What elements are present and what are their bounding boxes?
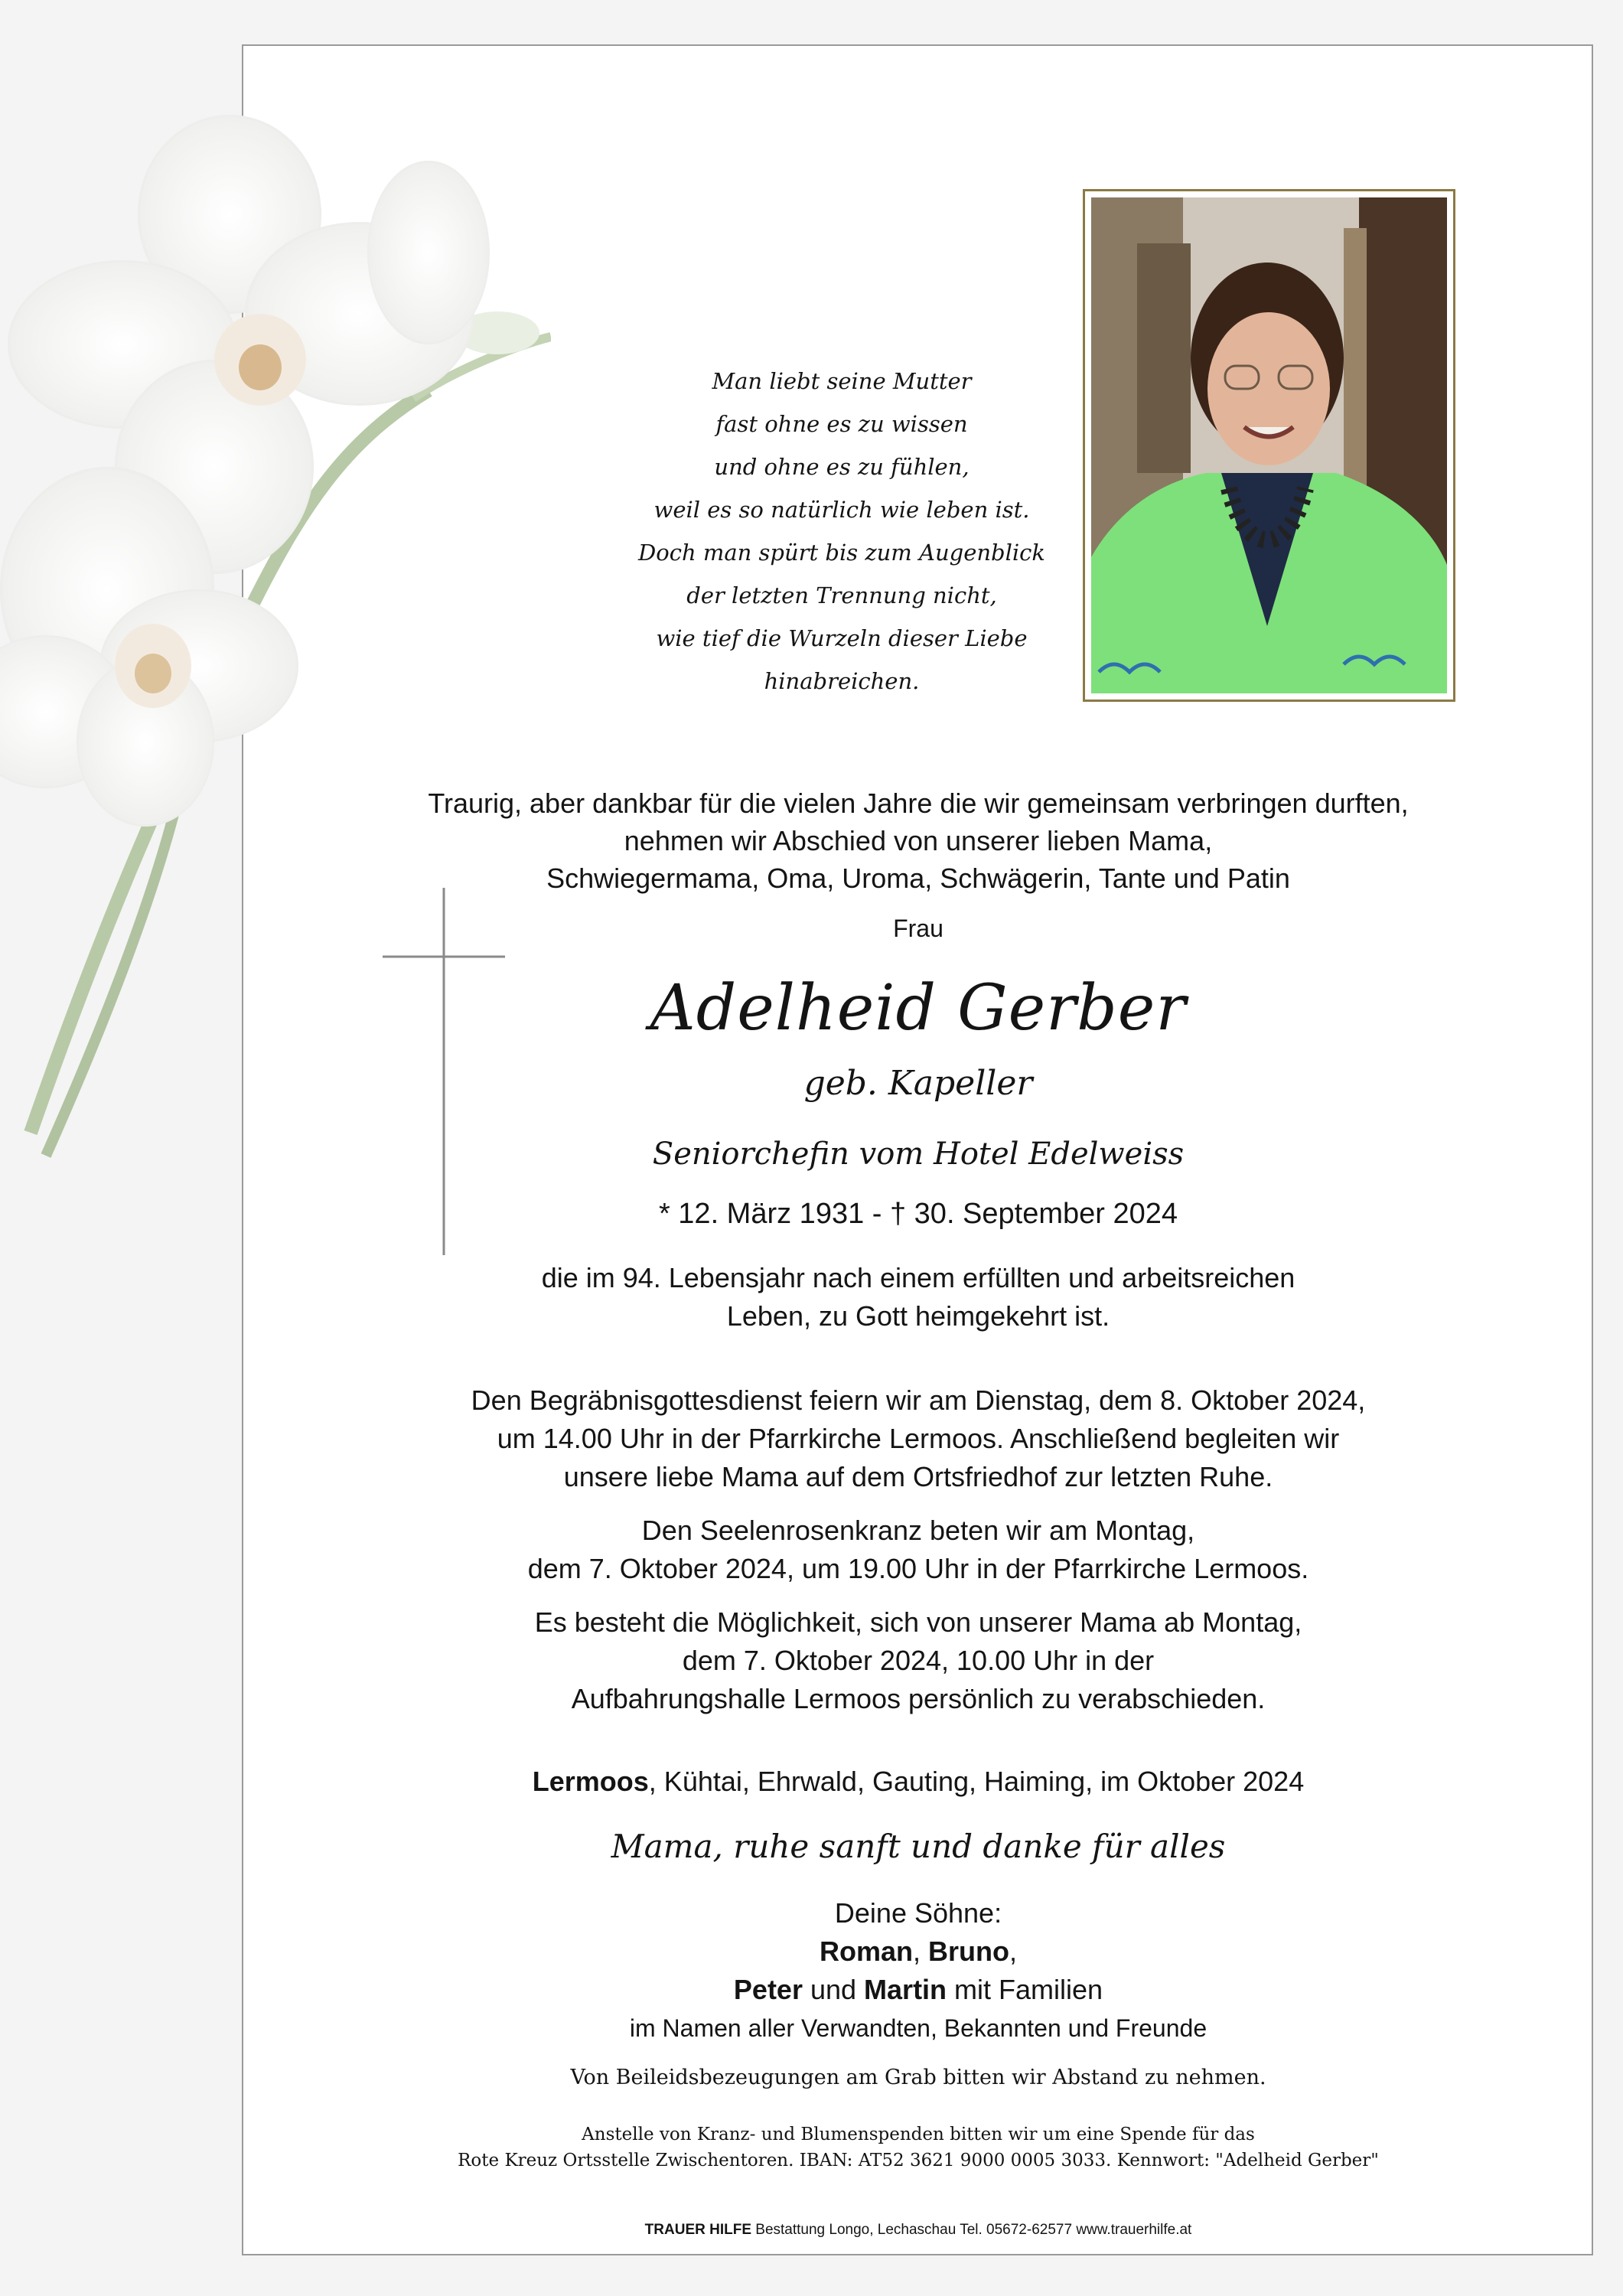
son-name: Bruno (928, 1936, 1009, 1967)
footer (291, 2222, 1546, 2239)
donation-line: Anstelle von Kranz- und Blumenspenden bitten wir um eine Spende für das (582, 2125, 1255, 2144)
maiden-name: geb. Kapeller (803, 1064, 1033, 1103)
donation-text (291, 2122, 1546, 2174)
relatives-line: im Namen aller Verwandten, Bekannten und Freunde (629, 2014, 1207, 2042)
farewell-line: Aufbahrungshalle Lermoos persönlich zu verabschieden. (571, 1683, 1266, 1714)
intro-line: Traurig, aber dankbar für die vielen Jahre die wir gemeinsam verbringen durften, (428, 788, 1409, 819)
signature-sons-1 (291, 1932, 1546, 1971)
separator: , (1009, 1936, 1018, 1967)
poem-line: fast ohne es zu wissen (715, 411, 968, 437)
role-title: Seniorchefin vom Hotel Edelweiss (652, 1137, 1185, 1172)
funeral-line: um 14.00 Uhr in der Pfarrkirche Lermoos. Anschließend begleiten wir (497, 1423, 1340, 1454)
funeral-line: Den Begräbnisgottesdienst feiern wir am Dienstag, dem 8. Oktober 2024, (471, 1384, 1366, 1416)
rosary-line: Den Seelenrosenkranz beten wir am Montag, (641, 1515, 1195, 1546)
farewell-line: dem 7. Oktober 2024, 10.00 Uhr in der (682, 1645, 1155, 1676)
footer-text: Bestattung Longo, Lechaschau Tel. 05672-62577 www.trauerhilfe.at (751, 2222, 1192, 2238)
closing-words: Mama, ruhe sanft und danke für alles (611, 1828, 1226, 1865)
poem-line: der letzten Trennung nicht, (686, 582, 997, 608)
deceased-name: Adelheid Gerber (650, 972, 1187, 1045)
conjunction: und (802, 1974, 865, 2005)
poem-line: hinabreichen. (764, 668, 920, 694)
rosary-text (291, 1512, 1546, 1588)
salutation: Frau (893, 915, 943, 942)
intro-text (291, 784, 1546, 897)
poem-line: weil es so natürlich wie leben ist. (653, 497, 1030, 523)
places-line (291, 1763, 1546, 1801)
poem-line: und ohne es zu fühlen, (714, 454, 970, 480)
signature-sons-2 (291, 1971, 1546, 2009)
funeral-line: unsere liebe Mama auf dem Ortsfriedhof zur letzten Ruhe. (563, 1461, 1273, 1492)
life-line: die im 94. Lebensjahr nach einem erfüllten und arbeitsreichen (541, 1262, 1295, 1293)
rosary-line: dem 7. Oktober 2024, um 19.00 Uhr in der Pfarrkirche Lermoos. (527, 1553, 1309, 1584)
donation-line: Rote Kreuz Ortsstelle Zwischentoren. IBAN: AT52 3621 9000 0005 3033. Kennwort: "Adelheid Gerber" (458, 2151, 1379, 2170)
son-name: Roman (819, 1936, 913, 1967)
poem-line: Man liebt seine Mutter (712, 368, 972, 394)
son-name: Peter (733, 1974, 803, 2005)
life-line: Leben, zu Gott heimgekehrt ist. (726, 1300, 1110, 1332)
separator: , (913, 1936, 929, 1967)
life-text (291, 1259, 1546, 1336)
signature (291, 1894, 1546, 2047)
places-rest: , Kühtai, Ehrwald, Gauting, Haiming, im Oktober 2024 (648, 1766, 1305, 1797)
intro-line: nehmen wir Abschied von unserer lieben Mama, (624, 825, 1213, 856)
farewell-line: Es besteht die Möglichkeit, sich von unserer Mama ab Montag, (534, 1606, 1302, 1638)
places-bold: Lermoos (532, 1766, 649, 1797)
poem (612, 360, 1071, 703)
son-name: Martin (864, 1974, 947, 2005)
funeral-text (291, 1381, 1546, 1496)
portrait-frame (1083, 189, 1455, 702)
signature-intro: Deine Söhne: (834, 1897, 1002, 1929)
poem-line: Doch man spürt bis zum Augenblick (638, 540, 1045, 566)
life-dates: * 12. März 1931 - † 30. September 2024 (658, 1198, 1178, 1230)
portrait-photo (1091, 197, 1447, 693)
condolence-note: Von Beileidsbezeugungen am Grab bitten wir Abstand zu nehmen. (570, 2066, 1266, 2089)
intro-line: Schwiegermama, Oma, Uroma, Schwägerin, Tante und Patin (546, 863, 1290, 894)
farewell-text (291, 1603, 1546, 1718)
poem-line: wie tief die Wurzeln dieser Liebe (656, 625, 1028, 651)
footer-brand: TRAUER HILFE (644, 2222, 751, 2238)
families-text: mit Familien (947, 1974, 1103, 2005)
